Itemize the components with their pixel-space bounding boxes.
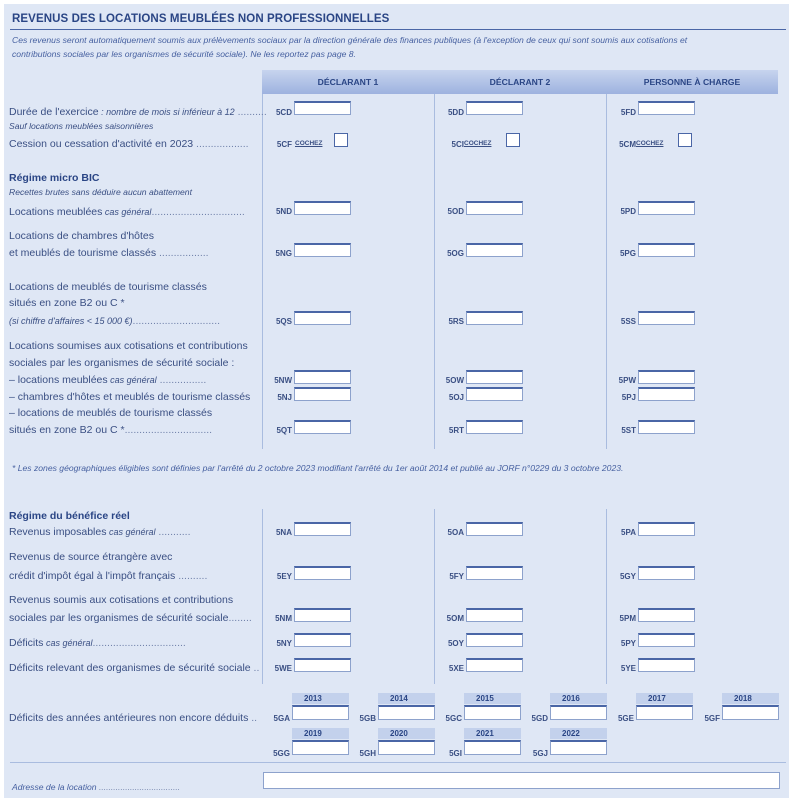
- code-5gi: 5GI: [449, 749, 462, 758]
- year-label: 2019: [292, 728, 349, 739]
- year-label: 2021: [464, 728, 521, 739]
- code-5pj: 5PJ: [621, 393, 636, 402]
- reel-r3-line1: Revenus soumis aux cotisations et contributions: [9, 594, 234, 606]
- code-5og: 5OG: [447, 249, 464, 258]
- input-5oa[interactable]: [466, 522, 523, 536]
- input-5we[interactable]: [294, 658, 351, 672]
- year-label: 2014: [378, 693, 435, 704]
- code-5xe: 5XE: [448, 664, 464, 673]
- micro-r4c-line2: situés en zone B2 ou C *..............................: [9, 424, 213, 436]
- code-5ga: 5GA: [273, 714, 290, 723]
- reel-r3-line2: sociales par les organismes de sécurité sociale........: [9, 612, 252, 624]
- input-5gj[interactable]: [550, 740, 607, 755]
- cochez-label: COCHEZ: [636, 140, 664, 147]
- input-5qt[interactable]: [294, 420, 351, 434]
- input-5na[interactable]: [294, 522, 351, 536]
- checkbox-5cf[interactable]: [334, 133, 348, 147]
- input-5oy[interactable]: [466, 633, 523, 647]
- code-5gj: 5GJ: [532, 749, 548, 758]
- code-5ey: 5EY: [276, 572, 292, 581]
- input-5ss[interactable]: [638, 311, 695, 325]
- code-5ng: 5NG: [275, 249, 292, 258]
- micro-r4b-label: – chambres d'hôtes et meublés de tourisme classés: [9, 391, 251, 403]
- anterieurs-label: Déficits des années antérieures non encore déduits ..: [9, 712, 258, 724]
- intro-line-1: Ces revenus seront automatiquement soumis aux prélèvements sociaux par la direction générale des finances publiques (à l'exception de ceux qui sont soumis aux cotisations et: [12, 35, 688, 45]
- micro-bic-sub: Recettes brutes sans déduire aucun abattement: [9, 187, 192, 197]
- input-5xe[interactable]: [466, 658, 523, 672]
- input-5gb[interactable]: [378, 705, 435, 720]
- code-5gf: 5GF: [704, 714, 720, 723]
- year-label: 2015: [464, 693, 521, 704]
- input-5gy[interactable]: [638, 566, 695, 580]
- code-5gy: 5GY: [619, 572, 636, 581]
- input-5ny[interactable]: [294, 633, 351, 647]
- code-5na: 5NA: [275, 528, 292, 537]
- reel-r5-label: Déficits relevant des organismes de sécurité sociale ..: [9, 662, 260, 674]
- micro-bic-header: Régime micro BIC: [9, 172, 100, 184]
- micro-r1-label: Locations meublées cas général................................: [9, 206, 245, 218]
- code-5pm: 5PM: [619, 614, 636, 623]
- sauf-note: Sauf locations meublées saisonnières: [9, 121, 154, 131]
- input-5nm[interactable]: [294, 608, 351, 622]
- code-5oy: 5OY: [447, 639, 464, 648]
- year-label: 2016: [550, 693, 607, 704]
- micro-r4a-label: – locations meublées cas général ................: [9, 374, 207, 386]
- code-5gg: 5GG: [273, 749, 290, 758]
- code-5nd: 5ND: [275, 207, 292, 216]
- input-5pg[interactable]: [638, 243, 695, 257]
- input-5nd[interactable]: [294, 201, 351, 215]
- input-5ge[interactable]: [636, 705, 693, 720]
- year-label: 2017: [636, 693, 693, 704]
- micro-r4-line2: sociales par les organismes de sécurité sociale :: [9, 357, 235, 369]
- code-5gb: 5GB: [359, 714, 376, 723]
- input-5pd[interactable]: [638, 201, 695, 215]
- input-5pm[interactable]: [638, 608, 695, 622]
- adresse-input[interactable]: [263, 772, 780, 789]
- code-5rs: 5RS: [448, 317, 464, 326]
- input-5gc[interactable]: [464, 705, 521, 720]
- year-label: 2022: [550, 728, 607, 739]
- input-5ng[interactable]: [294, 243, 351, 257]
- reel-r2-line1: Revenus de source étrangère avec: [9, 551, 173, 563]
- input-5ga[interactable]: [292, 705, 349, 720]
- code-5oa: 5OA: [447, 528, 464, 537]
- code-5pg: 5PG: [619, 249, 636, 258]
- cession-label: Cession ou cessation d'activité en 2023 ..................: [9, 138, 249, 150]
- col-header-declarant-2: DÉCLARANT 2: [434, 70, 606, 94]
- input-5og[interactable]: [466, 243, 523, 257]
- code-5dd: 5DD: [447, 108, 464, 117]
- adresse-label: Adresse de la location ..................................: [12, 782, 181, 792]
- form-section: [4, 4, 789, 798]
- input-5qs[interactable]: [294, 311, 351, 325]
- code-5fd: 5FD: [620, 108, 636, 117]
- code-5ow: 5OW: [445, 376, 464, 385]
- code-5py: 5PY: [620, 639, 636, 648]
- input-5om[interactable]: [466, 608, 523, 622]
- input-5pj[interactable]: [638, 387, 695, 401]
- input-5ow[interactable]: [466, 370, 523, 384]
- micro-r3-line2: situés en zone B2 ou C *: [9, 297, 125, 309]
- input-5rt[interactable]: [466, 420, 523, 434]
- divider: [10, 762, 786, 763]
- input-5rs[interactable]: [466, 311, 523, 325]
- input-5nw[interactable]: [294, 370, 351, 384]
- micro-r4-line1: Locations soumises aux cotisations et contributions: [9, 340, 248, 352]
- cochez-label: COCHEZ: [464, 140, 492, 147]
- col-header-declarant-1: DÉCLARANT 1: [262, 70, 434, 94]
- code-5ci: 5CI: [451, 140, 464, 149]
- input-5st[interactable]: [638, 420, 695, 434]
- reel-header: Régime du bénéfice réel: [9, 510, 130, 522]
- code-5fy: 5FY: [449, 572, 464, 581]
- code-5gc: 5GC: [445, 714, 462, 723]
- intro-line-2: contributions sociales par les organismes de sécurité sociale). Ne les reportez pas page 8.: [12, 49, 356, 59]
- reel-r1-label: Revenus imposables cas général ...........: [9, 526, 191, 538]
- input-5ey[interactable]: [294, 566, 351, 580]
- code-5cf: 5CF: [276, 140, 292, 149]
- input-5gf[interactable]: [722, 705, 779, 720]
- input-5od[interactable]: [466, 201, 523, 215]
- input-5ye[interactable]: [638, 658, 695, 672]
- input-5oj[interactable]: [466, 387, 523, 401]
- year-label: 2013: [292, 693, 349, 704]
- code-5cd: 5CD: [275, 108, 292, 117]
- code-5om: 5OM: [446, 614, 464, 623]
- code-5nm: 5NM: [275, 614, 292, 623]
- code-5ye: 5YE: [620, 664, 636, 673]
- code-5od: 5OD: [447, 207, 464, 216]
- input-5fd[interactable]: [638, 101, 695, 115]
- code-5ge: 5GE: [617, 714, 634, 723]
- reel-r2-line2: crédit d'impôt égal à l'impôt français ..........: [9, 570, 208, 582]
- cochez-label: COCHEZ: [295, 140, 323, 147]
- input-5gg[interactable]: [292, 740, 349, 755]
- code-5oj: 5OJ: [448, 393, 464, 402]
- code-5qt: 5QT: [276, 426, 292, 435]
- code-5gh: 5GH: [359, 749, 376, 758]
- footnote: * Les zones géographiques éligibles sont définies par l'arrêté du 2 octobre 2023 modifiant l'arrêté du 1er août 2014 et publié au JORF n°0229 du 3 octobre 2023.: [12, 463, 624, 473]
- code-5cm: 5CM: [619, 140, 636, 149]
- code-5ny: 5NY: [276, 639, 292, 648]
- input-5gh[interactable]: [378, 740, 435, 755]
- code-5pd: 5PD: [620, 207, 636, 216]
- input-5fy[interactable]: [466, 566, 523, 580]
- code-5qs: 5QS: [275, 317, 292, 326]
- input-5dd[interactable]: [466, 101, 523, 115]
- input-5gi[interactable]: [464, 740, 521, 755]
- title-rule: [10, 29, 786, 30]
- reel-r4-label: Déficits cas général................................: [9, 637, 186, 649]
- code-5st: 5ST: [621, 426, 636, 435]
- micro-r4c-line1: – locations de meublés de tourisme classés: [9, 407, 213, 419]
- code-5ss: 5SS: [620, 317, 636, 326]
- input-5py[interactable]: [638, 633, 695, 647]
- input-5cd[interactable]: [294, 101, 351, 115]
- year-label: 2020: [378, 728, 435, 739]
- micro-r3-line1: Locations de meublés de tourisme classés: [9, 281, 207, 293]
- input-5pw[interactable]: [638, 370, 695, 384]
- duree-label: Durée de l'exercice : nombre de mois si inférieur à 12 ..........: [9, 106, 267, 118]
- code-5pw: 5PW: [618, 376, 636, 385]
- checkbox-5cm[interactable]: [678, 133, 692, 147]
- input-5pa[interactable]: [638, 522, 695, 536]
- intro-text: [12, 33, 782, 61]
- code-5rt: 5RT: [448, 426, 464, 435]
- micro-r2-line1: Locations de chambres d'hôtes: [9, 230, 155, 242]
- year-label: 2018: [722, 693, 779, 704]
- checkbox-5ci[interactable]: [506, 133, 520, 147]
- input-5nj[interactable]: [294, 387, 351, 401]
- micro-r3-line3: (si chiffre d'affaires < 15 000 €)..............................: [9, 315, 221, 327]
- input-5gd[interactable]: [550, 705, 607, 720]
- col-header-personne-a-charge: PERSONNE À CHARGE: [606, 70, 778, 94]
- micro-r2-line2: et meublés de tourisme classés .................: [9, 247, 209, 259]
- code-5gd: 5GD: [531, 714, 548, 723]
- section-title: REVENUS DES LOCATIONS MEUBLÉES NON PROFESSIONNELLES: [12, 13, 390, 25]
- code-5nj: 5NJ: [277, 393, 292, 402]
- code-5we: 5WE: [274, 664, 292, 673]
- code-5nw: 5NW: [274, 376, 292, 385]
- code-5pa: 5PA: [621, 528, 636, 537]
